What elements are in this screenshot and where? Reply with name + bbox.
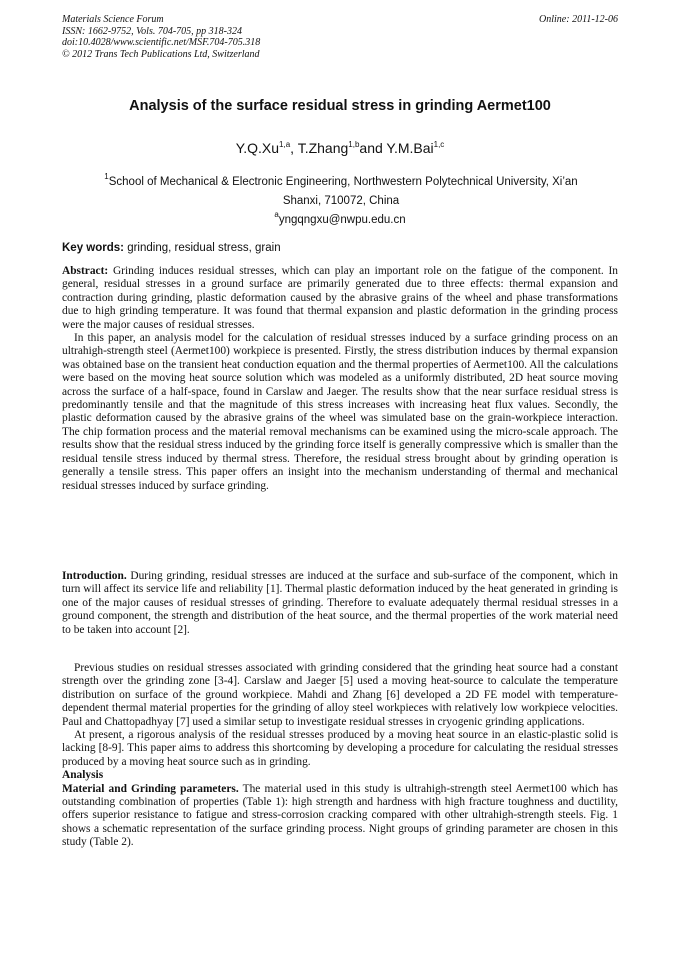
author-name: Y.M.Bai xyxy=(386,140,434,156)
affiliation-line: $^1$School of Mechanical & Electronic Engineering, Northwestern Polytechnical University, Xi’an xyxy=(104,172,578,188)
affiliation-line: Shanxi, 710072, China xyxy=(282,195,400,207)
online-date: Online: 2011-12-06 xyxy=(539,14,618,25)
author-separator: and xyxy=(359,140,387,156)
paper-title: Analysis of the surface residual stress in grinding Aermet100 xyxy=(129,98,551,114)
abstract-section xyxy=(62,265,618,493)
issn-line: ISSN: 1662-9752, Vols. 704-705, pp 318-324 xyxy=(62,25,242,37)
author-affil-mark: 1,a xyxy=(279,140,291,149)
affiliation xyxy=(70,173,612,211)
intro-paragraph: Introduction. During grinding, residual stresses are induced at the surface and sub-surface of the component, which in turn will affect its service life and reliability [1]. Thermal plastic deformation induced by the heat generated in grinding is one of the major causes of residual stresses of grinding. Therefore to evaluate adequately thermal residual stresses in a ground component, the strength and distribution of the heat source, and the thermal properties of the work material need to be taken into account [2]. xyxy=(62,570,618,636)
author-name: T.Zhang xyxy=(297,140,349,156)
journal-header xyxy=(62,14,618,60)
keywords-text: grinding, residual stress, grain xyxy=(124,242,281,254)
journal-name: Materials Science Forum xyxy=(62,14,164,25)
email-mark: a xyxy=(274,210,279,219)
intro-label: Introduction. xyxy=(62,570,127,582)
affiliation-mark: 1 xyxy=(104,172,109,181)
email-address: yngqngxu@nwpu.edu.cn xyxy=(278,214,406,226)
analysis-paragraph: Material and Grinding parameters. The material used in this study is ultrahigh-strength steel Aermet100 which has outstanding combination of properties (Table 1): high strength and hardness with high fracture toughness and ductility, offers superior resistance to fatigue and stress-corrosion cracking compared with other ultrahigh-strength steels. Fig. 1 shows a schematic representation of the surface grinding process. Night groups of grinding parameter are chosen in this study (Table 2). xyxy=(62,782,618,849)
analysis-label: Material and Grinding parameters. xyxy=(62,782,239,795)
author-name: Y.Q.Xu xyxy=(235,140,280,156)
abstract-label: Abstract: xyxy=(62,265,109,277)
analysis-heading: Analysis xyxy=(62,769,104,782)
copyright-line: © 2012 Trans Tech Publications Ltd, Switzerland xyxy=(62,48,260,60)
introduction-section xyxy=(62,570,618,637)
author-separator: , xyxy=(290,140,298,156)
author-email xyxy=(62,210,618,226)
previous-studies-section xyxy=(62,662,618,850)
doi-line: doi:10.4028/www.scientific.net/MSF.704-705.318 xyxy=(62,37,261,48)
author-affil-mark: 1,b xyxy=(348,140,360,149)
intro-paragraph: At present, a rigorous analysis of the residual stresses produced by a moving heat source in an elastic-plastic solid is lacking [8-9]. This paper aims to address this shortcoming by developing a procedure for calculating the residual stresses produced by a moving heat source such as in grinding. xyxy=(62,729,618,768)
abstract-paragraph: In this paper, an analysis model for the calculation of residual stresses induced by a surface grinding process on an ultrahigh-strength steel (Aermet100) workpiece is presented. Firstly, the stress distribution induces by thermal expansion was obtained base on the transient heat conduction equation and the thermal properties of Aermet100. All the calculations were based on the moving heat source solution which was modeled as a uniformly distributed, 2D heat source moving across the surface of a half-space, found in Carslaw and Jaeger. The results show that the near surface residual stress is predominantly tensile and that the magnitude of this stress increases with increasing heat flux values. Secondly, the plastic deformation caused by the abrasive grains of the wheel was simulated base on the grain-workpiece interaction. The chip formation process and the material removal mechanisms can be examined using the micro-scale approach. The results show that the residual stress induced by the grinding force itself is generally compressive which is smaller than the residual tensile stress induced by thermal stress. Therefore, the residual stress brought about by grinding operation is generally a tensile stress. This paper offers an insight into the mechanism understanding of thermal and mechanical residual stresses induced by surface grinding. xyxy=(62,332,618,492)
keywords xyxy=(62,242,618,254)
author-affil-mark: 1,c xyxy=(433,140,445,149)
abstract-paragraph: Abstract: Grinding induces residual stresses, which can play an important role on the fatigue of the component. In general, residual stresses in a ground surface are primarily generated due to three effects: thermal expansion and contraction during grinding, plastic deformation caused by the abrasive grains of the wheel and phase transformations due to high grinding temperature. It was found that thermal expansion and plastic deformation in the grinding process were the major causes of residual stresses. xyxy=(62,265,618,331)
keywords-label: Key words: xyxy=(62,242,124,254)
intro-paragraph: Previous studies on residual stresses associated with grinding considered that the grinding heat source had a constant strength over the grinding zone [3-4]. Carslaw and Jaeger [5] used a moving heat-source to calculate the temperature distribution on surface of the ground workpiece. Mahdi and Zhang [6] developed a 2D FE model with temperature-dependent thermal material properties for the grinding of alloy steel workpieces with relatively low workpiece velocities. Paul and Chattopadhyay [7] used a similar setup to investigate residual stresses in cryogenic grinding applications. xyxy=(62,662,618,728)
author-list xyxy=(62,140,618,156)
